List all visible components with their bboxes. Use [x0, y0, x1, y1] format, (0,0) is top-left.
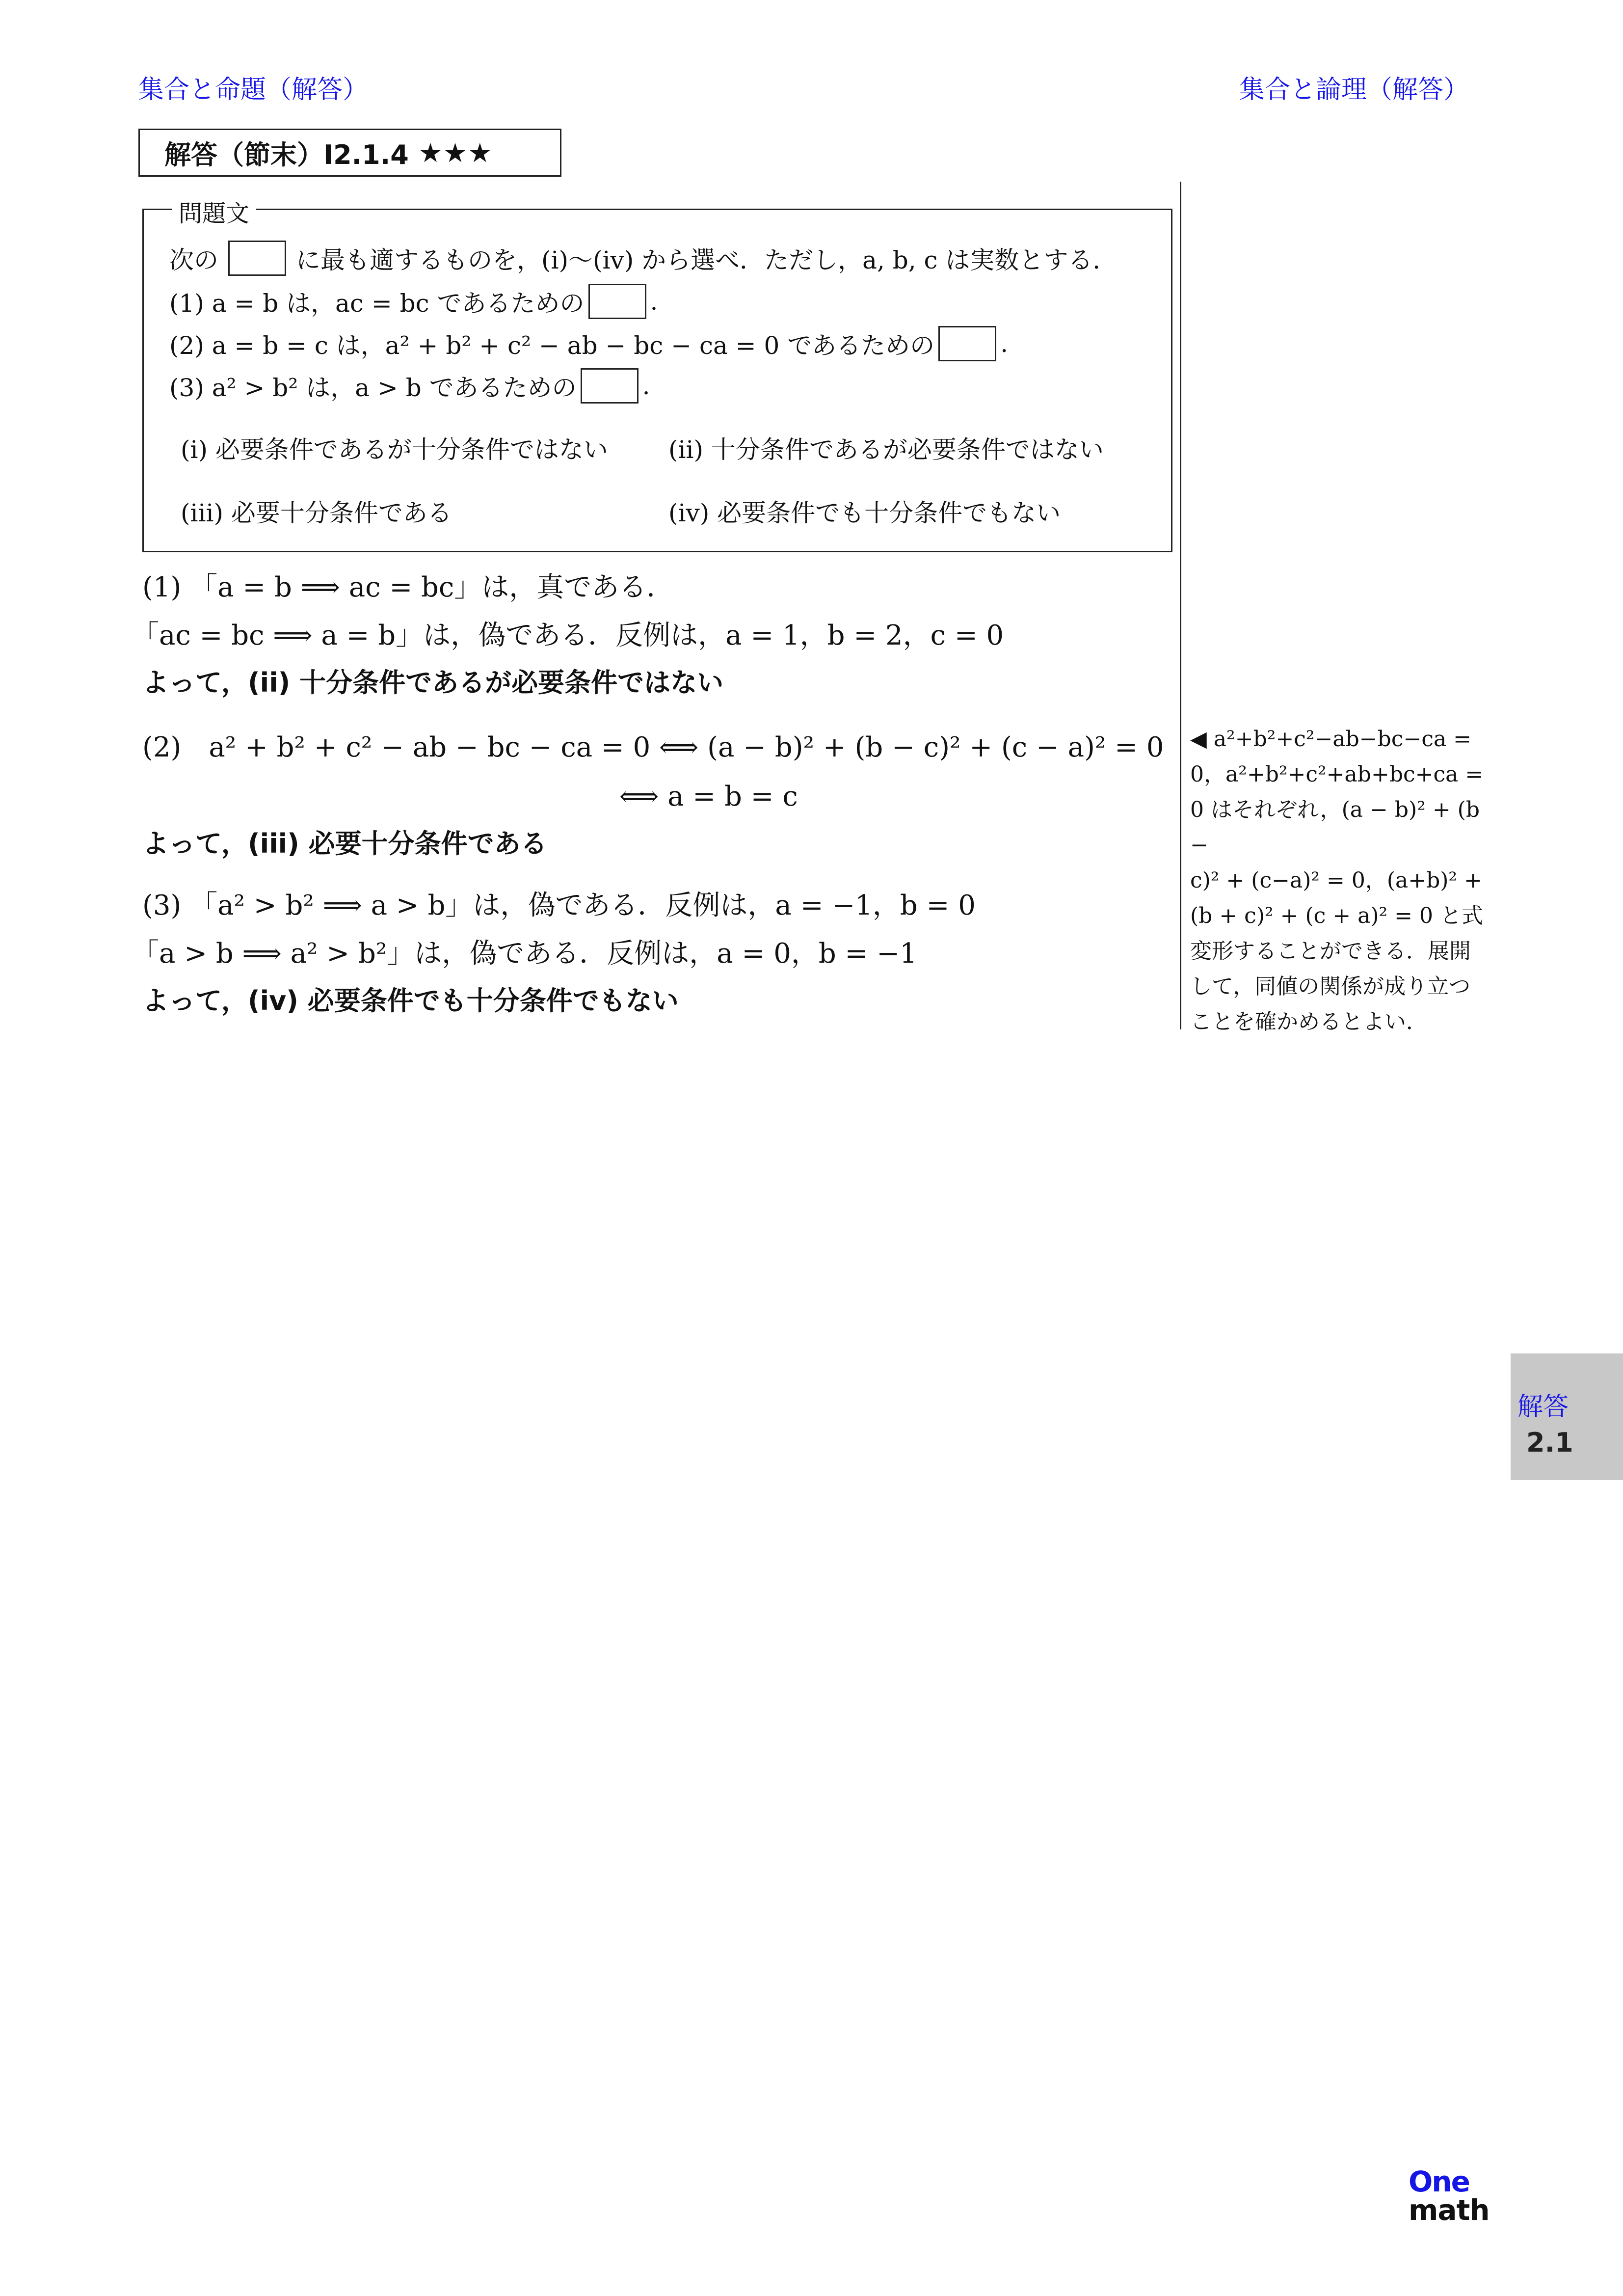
answer-title	[138, 129, 561, 177]
side-note-line: 変形することができる．展開	[1190, 939, 1471, 964]
margin-divider	[1180, 182, 1181, 1029]
answer-3-conclusion: よって，(iv) 必要条件でも十分条件でもない	[142, 985, 679, 1016]
answer-3-line-1: (3) 「a² > b² ⟹ a > b」は，偽である．反例は，a = −1，b = 0	[142, 890, 976, 921]
period: .	[650, 287, 658, 316]
answer-3-line-2: 「a > b ⟹ a² > b²」は，偽である．反例は，a = 0，b = −1	[132, 938, 917, 970]
choice-i: (i) 必要条件であるが十分条件ではない	[181, 435, 608, 464]
question-3-text: (3) a² > b² は，a > b であるための	[169, 374, 577, 402]
answer-2-line-1: (2) a² + b² + c² − ab − bc − ca = 0 ⟺ (a − b)² + (b − c)² + (c − a)² = 0	[142, 731, 1164, 763]
question-2-text: (2) a = b = c は，a² + b² + c² − ab − bc − ca = 0 であるための	[169, 331, 935, 360]
answer-title-label: 解答（節末）I2.1.4	[164, 139, 409, 170]
question-2	[169, 326, 1008, 361]
blank-box-3	[581, 368, 639, 404]
intro-after: に最も適するものを，(i)〜(iv) から選べ．ただし，a, b, c は実数とする．	[296, 246, 1117, 274]
side-note-line: 0 はそれぞれ，(a − b)² + (b −	[1190, 797, 1480, 858]
answer-2-conclusion: よって，(iii) 必要十分条件である	[142, 828, 547, 859]
side-note-line: c)² + (c−a)² = 0，(a+b)² +	[1190, 868, 1482, 893]
blank-box-1	[588, 284, 646, 319]
period: .	[1000, 329, 1009, 358]
choice-iv: (iv) 必要条件でも十分条件でもない	[668, 499, 1061, 527]
logo-line-1: One	[1409, 2165, 1469, 2198]
blank-box	[228, 241, 286, 276]
period: .	[642, 372, 650, 400]
answer-2-line-2: ⟺ a = b = c	[619, 781, 798, 812]
intro-before: 次の	[169, 246, 218, 274]
logo-line-2: math	[1409, 2193, 1490, 2227]
question-1-text: (1) a = b は，ac = bc であるための	[169, 289, 585, 318]
side-note-line: して，同値の関係が成り立つ	[1190, 974, 1471, 999]
choice-ii: (ii) 十分条件であるが必要条件ではない	[668, 435, 1104, 464]
side-note	[1190, 722, 1494, 1040]
side-note-line: 0，a²+b²+c²+ab+bc+ca =	[1190, 762, 1484, 787]
section-tab[interactable]	[1511, 1353, 1623, 1480]
header-left: 集合と命題（解答）	[138, 75, 369, 105]
question-3	[169, 368, 650, 404]
side-note-line: (b + c)² + (c + a)² = 0 と式	[1190, 903, 1483, 928]
section-tab-number: 2.1	[1526, 1427, 1573, 1458]
problem-intro	[169, 241, 1117, 276]
blank-box-2	[938, 326, 996, 361]
problem-label: 問題文	[172, 194, 256, 228]
onemath-logo	[1409, 2165, 1490, 2227]
answer-1-line-1: (1) 「a = b ⟹ ac = bc」は，真である．	[142, 571, 674, 603]
choice-iii: (iii) 必要十分条件である	[181, 499, 452, 527]
answer-1-line-2: 「ac = bc ⟹ a = b」は，偽である．反例は，a = 1，b = 2，c = 0	[132, 620, 1004, 651]
answer-1-conclusion: よって，(ii) 十分条件であるが必要条件ではない	[142, 667, 724, 698]
question-1	[169, 284, 658, 319]
difficulty-stars: ★★★	[418, 137, 493, 168]
header-right: 集合と論理（解答）	[1239, 75, 1469, 105]
section-tab-label: 解答	[1517, 1392, 1569, 1422]
side-note-line: ◀ a²+b²+c²−ab−bc−ca =	[1190, 727, 1472, 752]
side-note-line: ことを確かめるとよい．	[1190, 1009, 1428, 1034]
